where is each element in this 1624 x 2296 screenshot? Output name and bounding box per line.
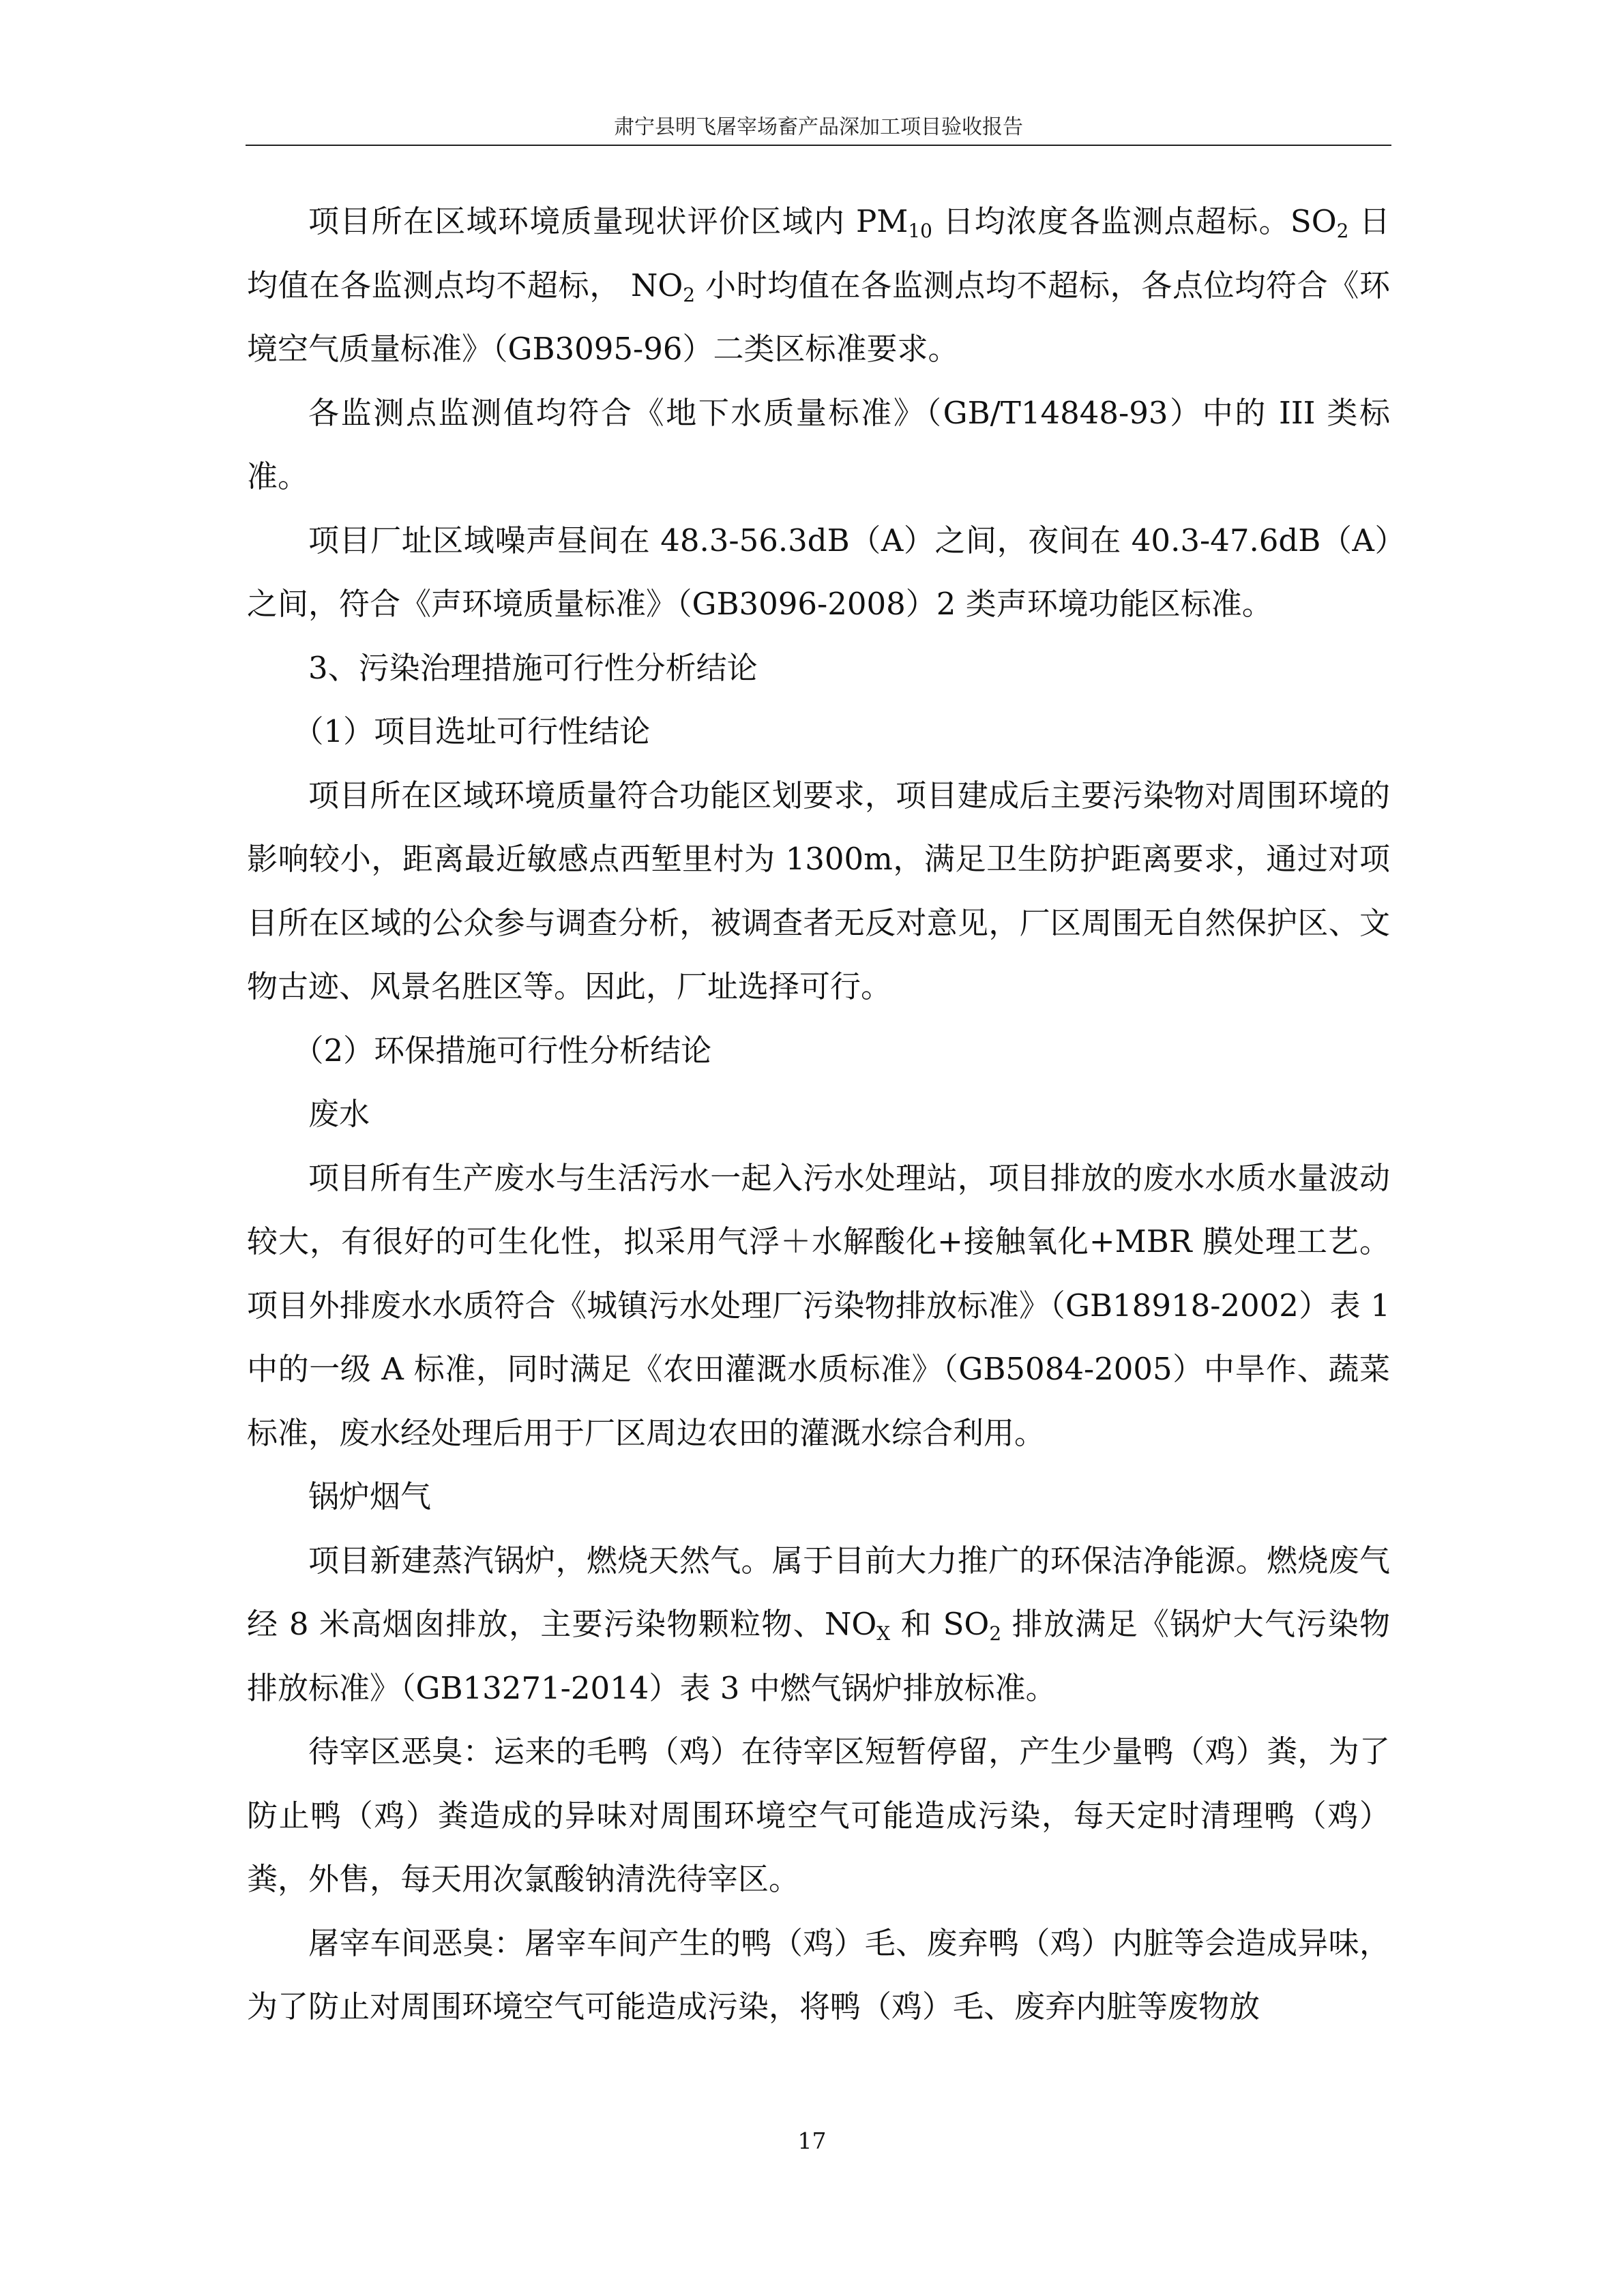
subscript-text: 2 bbox=[989, 1622, 1002, 1645]
paragraph-noise bbox=[247, 509, 1390, 636]
text-run: 和 SO bbox=[890, 1606, 990, 1642]
paragraph-boiler bbox=[247, 1529, 1390, 1720]
paragraph-wastewater-heading bbox=[247, 1082, 1390, 1146]
text-run: 锅炉烟气 bbox=[308, 1478, 432, 1515]
text-run: 3、污染治理措施可行性分析结论 bbox=[308, 649, 758, 686]
paragraph-section-3 bbox=[247, 636, 1390, 700]
text-run: 废水 bbox=[308, 1096, 370, 1132]
text-run: 小时均值在各监测点均不超标，各点位均符合《环境空气质量标准》（GB3095-96）二类区标准要求。 bbox=[247, 267, 1390, 367]
paragraph-slaughter-odor bbox=[247, 1911, 1390, 2039]
paragraph-subsection-1 bbox=[247, 700, 1390, 764]
paragraph-holding-odor bbox=[247, 1720, 1390, 1911]
page-header bbox=[246, 109, 1391, 146]
paragraph-subsection-2 bbox=[247, 1019, 1390, 1083]
report-title: 肃宁县明飞屠宰场畜产品深加工项目验收报告 bbox=[614, 115, 1023, 139]
text-run: 项目厂址区域噪声昼间在 48.3-56.3dB（A）之间，夜间在 40.3-47.6dB（A）之间，符合《声环境质量标准》（GB3096-2008）2 类声环境功能区标准。 bbox=[247, 522, 1390, 622]
subscript-text: 2 bbox=[1336, 219, 1349, 242]
header-divider bbox=[246, 145, 1391, 146]
subscript-text: 2 bbox=[683, 283, 695, 306]
text-run: 项目新建蒸汽锅炉，燃烧天然气。属于目前大力推广的环保洁净能源。燃烧废气经 8 米高烟囱排放，主要污染物颗粒物、NO bbox=[247, 1542, 1390, 1642]
page-number: 17 bbox=[797, 2128, 827, 2154]
paragraph-air-quality bbox=[247, 190, 1390, 381]
paragraph-groundwater bbox=[247, 381, 1390, 509]
document-body bbox=[247, 190, 1390, 2039]
text-run: 待宰区恶臭：运来的毛鸭（鸡）在待宰区短暂停留，产生少量鸭（鸡）粪，为了防止鸭（鸡）粪造成的异味对周围环境空气可能造成污染，每天定时清理鸭（鸡）粪，外售，每天用次氯酸钠清洗待宰区。 bbox=[247, 1733, 1390, 1897]
paragraph-wastewater bbox=[247, 1146, 1390, 1465]
text-run: 各监测点监测值均符合《地下水质量标准》（GB/T14848-93）中的 III 类标准。 bbox=[247, 394, 1390, 494]
text-run: 项目所在区域环境质量符合功能区划要求，项目建成后主要污染物对周围环境的影响较小，距离最近敏感点西堑里村为 1300m，满足卫生防护距离要求，通过对项目所在区域的公众参与调查分析，被调查者无反对意见，厂区周围无自然保护区、文物古迹、风景名胜区等。因此，厂址选择可行。 bbox=[247, 777, 1390, 1004]
text-run: 项目所有生产废水与生活污水一起入污水处理站，项目排放的废水水质水量波动较大，有很好的可生化性，拟采用气浮＋水解酸化+接触氧化+MBR 膜处理工艺。项目外排废水水质符合《城镇污水处理厂污染物排放标准》（GB18918-2002）表 1 中的一级 A 标准，同时满足《农田灌溉水质标准》（GB5084-2005）中旱作、蔬菜标准，废水经处理后用于厂区周边农田的灌溉水综合利用。 bbox=[247, 1159, 1390, 1451]
paragraph-boiler-heading bbox=[247, 1465, 1390, 1529]
text-run: （1）项目选址可行性结论 bbox=[293, 713, 651, 749]
text-run: 排放满足《锅炉大气污染物排放标准》（GB13271-2014）表 3 中燃气锅炉排放标准。 bbox=[247, 1606, 1390, 1706]
text-run: 屠宰车间恶臭：屠宰车间产生的鸭（鸡）毛、废弃鸭（鸡）内脏等会造成异味，为了防止对周围环境空气可能造成污染，将鸭（鸡）毛、废弃内脏等废物放 bbox=[247, 1924, 1390, 2025]
text-run: 项目所在区域环境质量现状评价区域内 PM bbox=[308, 203, 909, 239]
text-run: （2）环保措施可行性分析结论 bbox=[293, 1032, 712, 1069]
text-run: 日均浓度各监测点超标。SO bbox=[932, 203, 1337, 239]
subscript-text: X bbox=[876, 1622, 891, 1645]
subscript-text: 10 bbox=[908, 219, 932, 242]
paragraph-site-conclusion bbox=[247, 764, 1390, 1019]
text-run: 日均值在各监测点均不超标， NO bbox=[247, 203, 1390, 303]
